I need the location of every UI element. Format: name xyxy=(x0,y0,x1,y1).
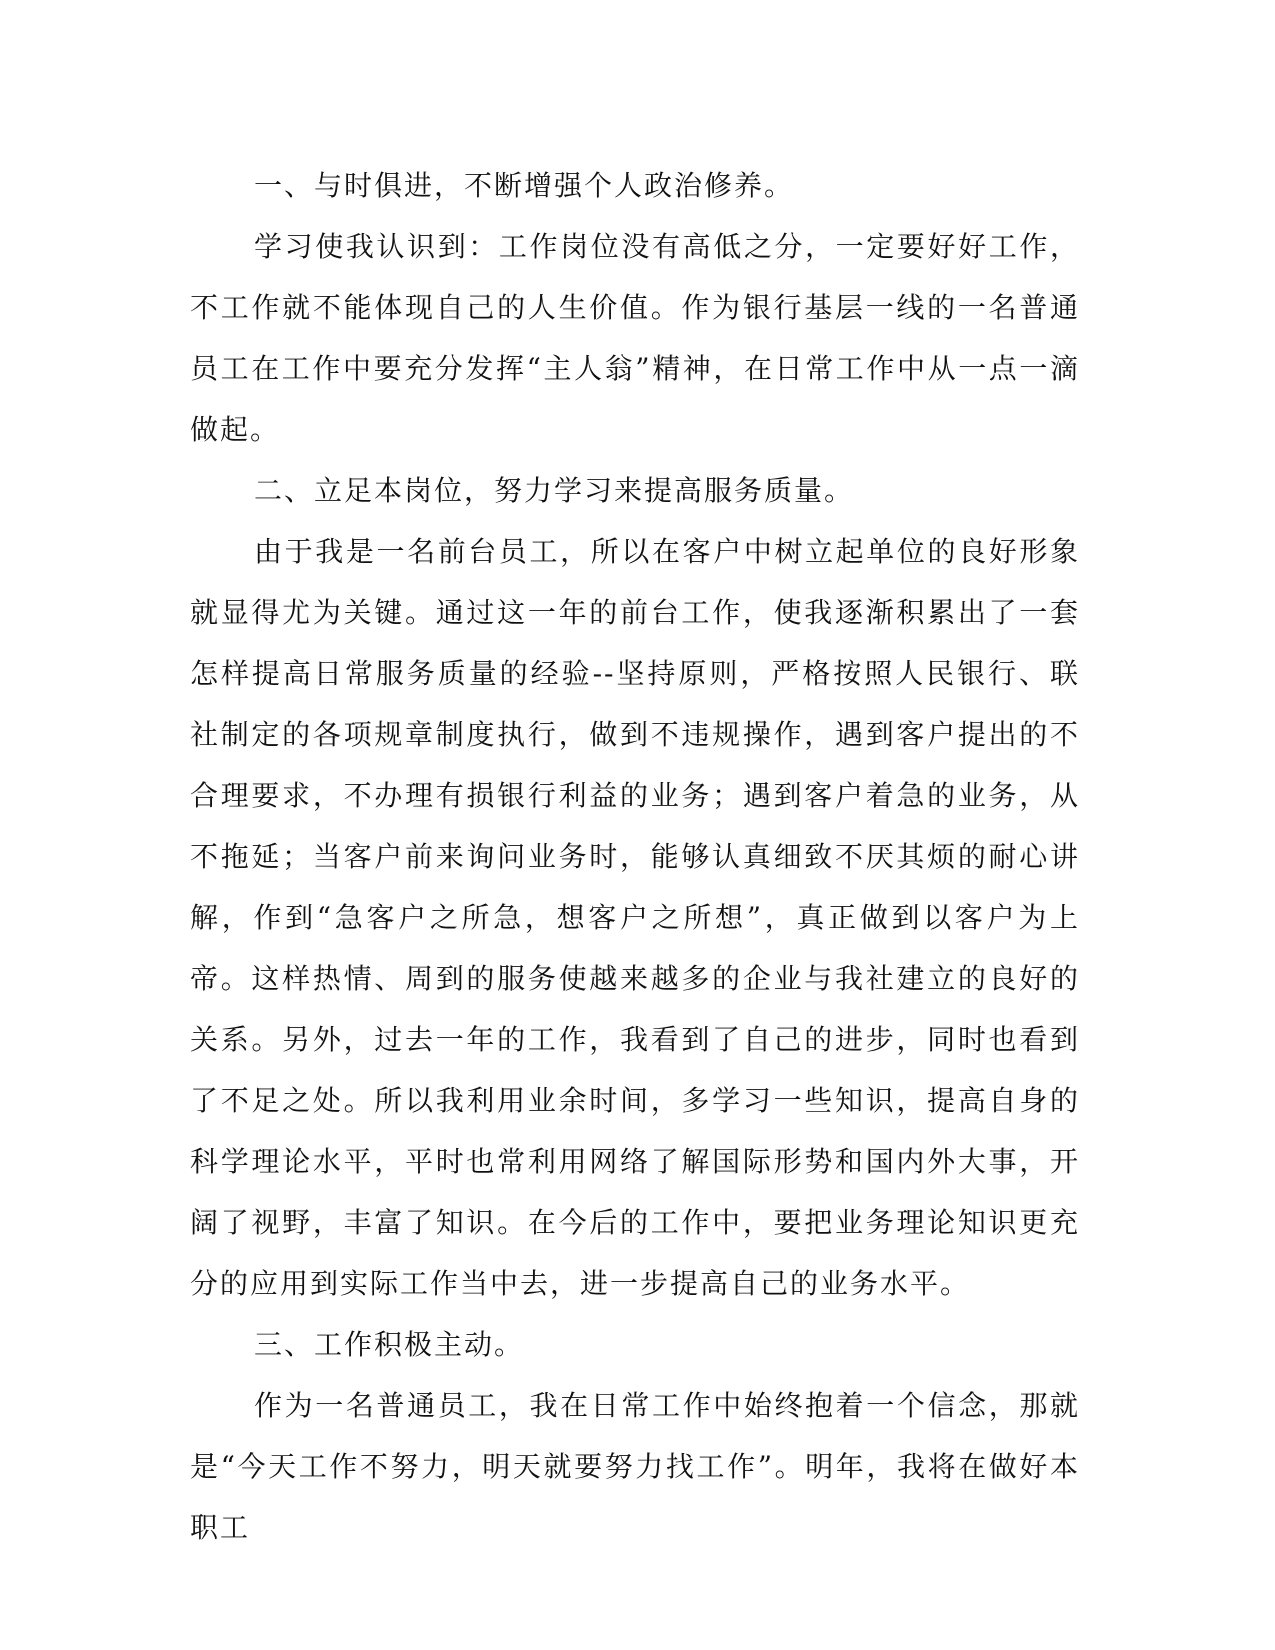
section-heading-1: 一、与时俱进，不断增强个人政治修养。 xyxy=(254,169,795,202)
body-paragraph: 由于我是一名前台员工，所以在客户中树立起单位的良好形象就显得尤为关键。通过这一年的前台工作，使我逐渐积累出了一套怎样提高日常服务质量的经验--坚持原则，严格按照人民银行、联社制定的各项规章制度执行，做到不违规操作，遇到客户提出的不合理要求，不办理有损银行利益的业务；遇到客户着急的业务，从不拖延；当客户前来询问业务时，能够认真细致不厌其烦的耐心讲解，作到“急客户之所急，想客户之所想”，真正做到以客户为上帝。这样热情、周到的服务使越来越多的企业与我社建立的良好的关系。另外，过去一年的工作，我看到了自己的进步，同时也看到了不足之处。所以我利用业余时间，多学习一些知识，提高自身的科学理论水平，平时也常利用网络了解国际形势和国内外大事，开阔了视野，丰富了知识。在今后的工作中，要把业务理论知识更充分的应用到实际工作当中去，进一步提高自己的业务水平。 xyxy=(190,535,1080,1300)
section-heading-2: 二、立足本岗位，努力学习来提高服务质量。 xyxy=(254,474,855,507)
section-heading-3: 三、工作积极主动。 xyxy=(254,1328,525,1361)
document-body xyxy=(190,155,1080,1558)
body-paragraph: 学习使我认识到：工作岗位没有高低之分，一定要好好工作，不工作就不能体现自己的人生价值。作为银行基层一线的一名普通员工在工作中要充分发挥“主人翁”精神，在日常工作中从一点一滴做起。 xyxy=(190,230,1080,446)
body-paragraph: 作为一名普通员工，我在日常工作中始终抱着一个信念，那就是“今天工作不努力，明天就要努力找工作”。明年，我将在做好本职工 xyxy=(190,1389,1080,1544)
